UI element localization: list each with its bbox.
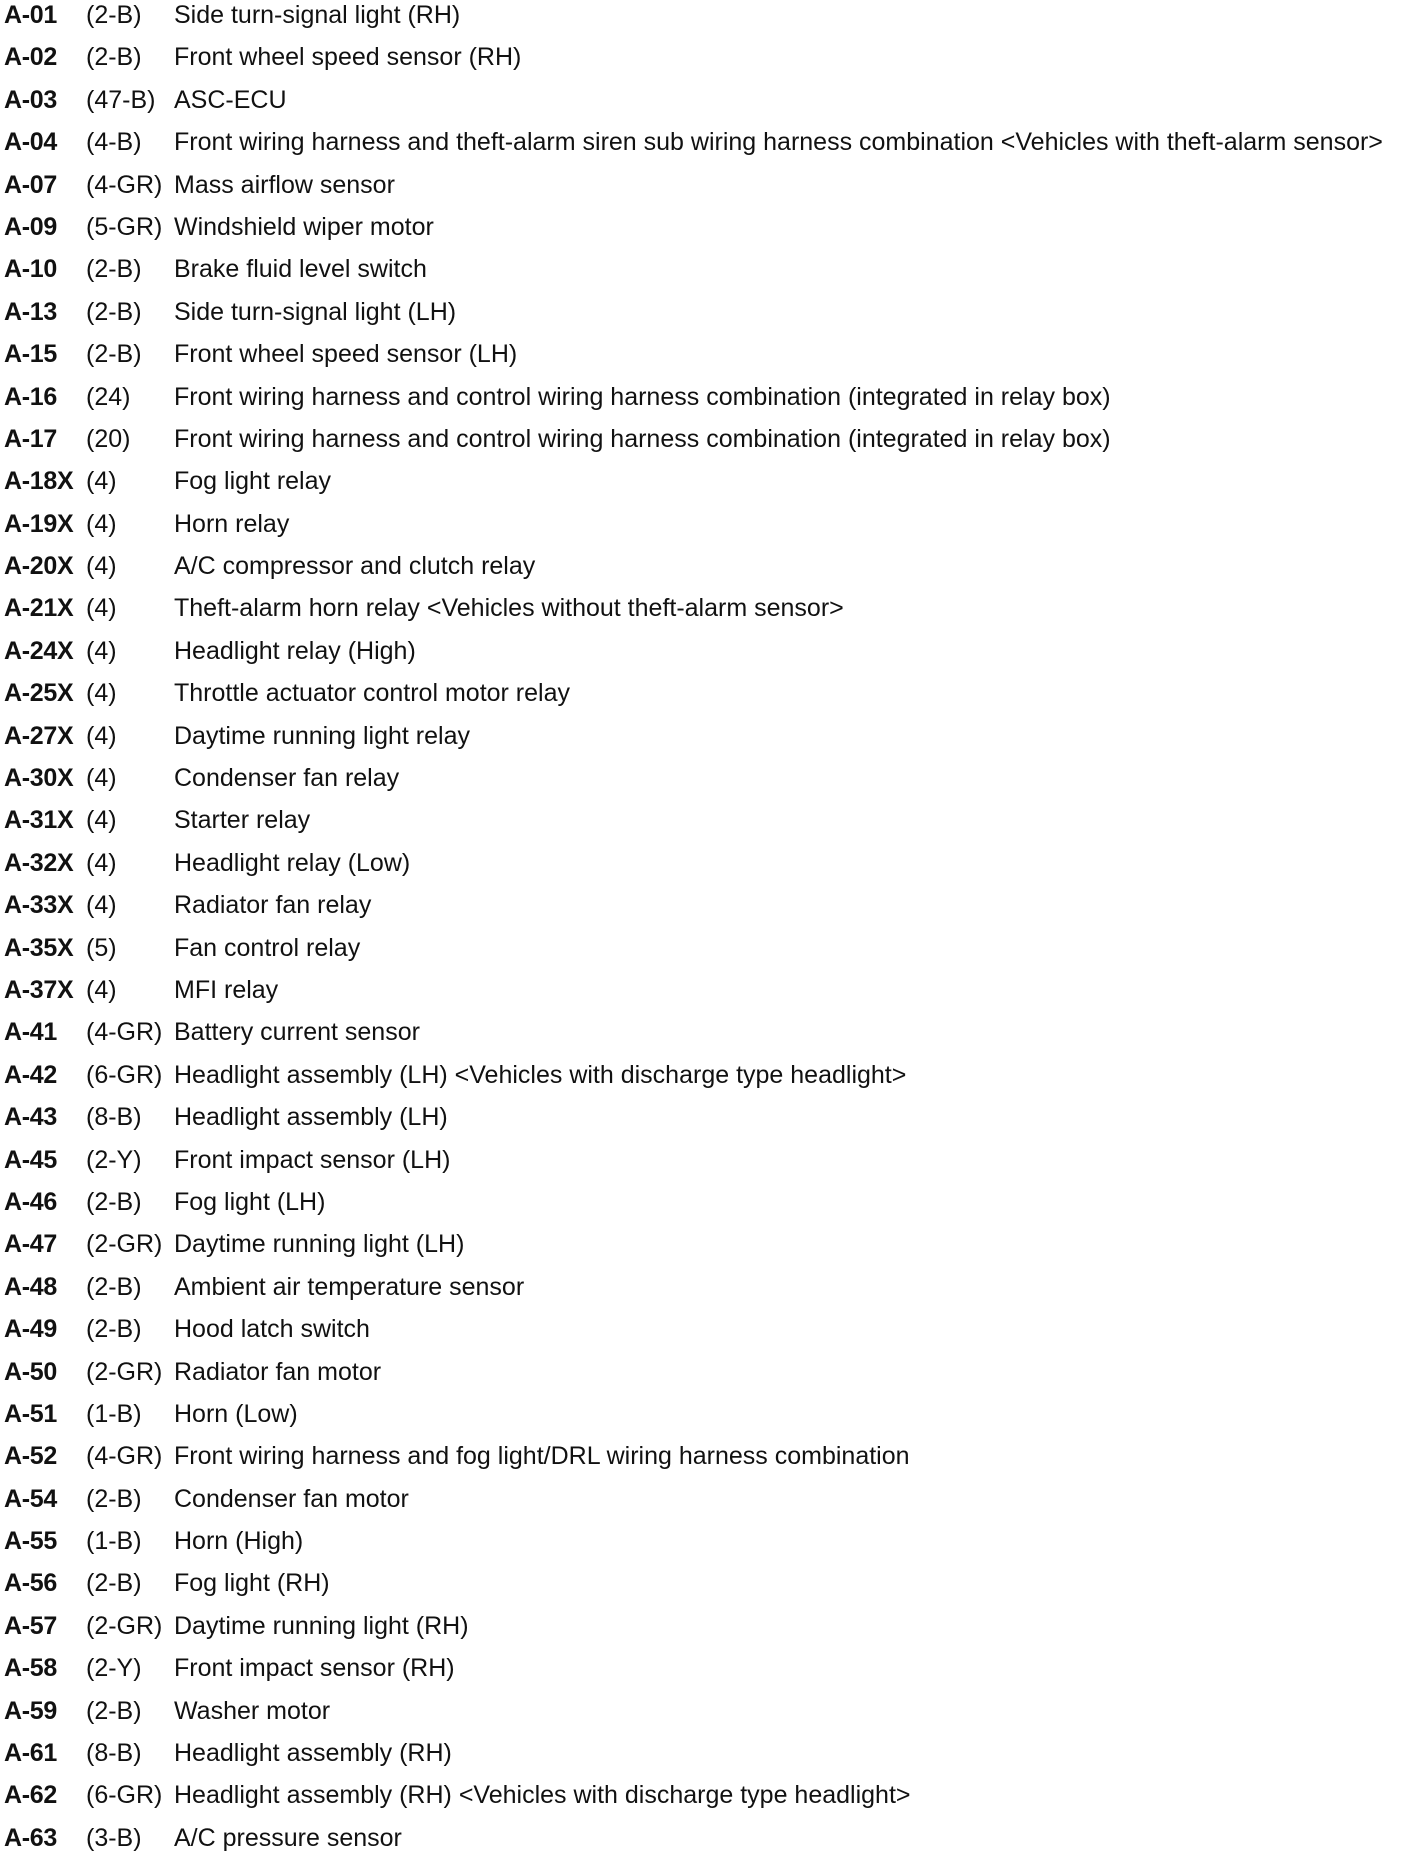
connector-description: Daytime running light (LH) — [174, 1230, 465, 1259]
connector-description: Battery current sensor — [174, 1018, 420, 1047]
connector-description: Side turn-signal light (LH) — [174, 297, 457, 326]
connector-code: A-45 — [4, 1145, 57, 1174]
connector-code: A-59 — [4, 1696, 57, 1725]
connector-description: A/C compressor and clutch relay — [174, 552, 536, 581]
list-item — [4, 254, 1404, 296]
connector-spec: (4) — [86, 848, 117, 877]
connector-description: Fog light (LH) — [174, 1187, 326, 1216]
connector-code: A-63 — [4, 1823, 57, 1852]
list-item — [4, 933, 1404, 975]
list-item — [4, 763, 1404, 805]
connector-code: A-19X — [4, 509, 74, 538]
list-item — [4, 1357, 1404, 1399]
connector-description: Hood latch switch — [174, 1315, 370, 1344]
connector-description: Headlight relay (Low) — [174, 848, 411, 877]
connector-description: Radiator fan relay — [174, 891, 372, 920]
connector-description: Front wiring harness and theft-alarm siren sub wiring harness combination <Vehicles with theft-alarm sensor> — [174, 128, 1383, 157]
list-item — [4, 890, 1404, 932]
connector-description: Ambient air temperature sensor — [174, 1272, 525, 1301]
connector-code: A-17 — [4, 424, 57, 453]
connector-spec: (2-GR) — [86, 1611, 163, 1640]
connector-code: A-32X — [4, 848, 74, 877]
list-item — [4, 1399, 1404, 1441]
connector-spec: (6-GR) — [86, 1060, 163, 1089]
connector-spec: (20) — [86, 424, 131, 453]
list-item — [4, 466, 1404, 508]
connector-spec: (2-B) — [86, 1, 142, 29]
connector-list — [4, 0, 1404, 1865]
connector-code: A-02 — [4, 43, 57, 72]
connector-spec: (2-B) — [86, 297, 142, 326]
connector-code: A-27X — [4, 721, 74, 750]
connector-spec: (2-B) — [86, 1569, 142, 1598]
connector-description: Front wheel speed sensor (LH) — [174, 340, 518, 369]
connector-spec: (8-B) — [86, 1103, 142, 1132]
connector-description: Headlight assembly (RH) — [174, 1739, 452, 1768]
list-item — [4, 85, 1404, 127]
connector-code: A-35X — [4, 933, 74, 962]
list-item — [4, 127, 1404, 169]
connector-spec: (4) — [86, 467, 117, 496]
connector-spec: (4-GR) — [86, 1442, 163, 1471]
connector-code: A-09 — [4, 212, 57, 241]
list-item — [4, 1611, 1404, 1653]
connector-description: A/C pressure sensor — [174, 1823, 402, 1852]
connector-code: A-47 — [4, 1230, 57, 1259]
connector-description: Front impact sensor (RH) — [174, 1654, 455, 1683]
list-item — [4, 339, 1404, 381]
connector-code: A-61 — [4, 1739, 57, 1768]
connector-spec: (6-GR) — [86, 1781, 163, 1810]
connector-spec: (2-B) — [86, 1696, 142, 1725]
connector-spec: (2-Y) — [86, 1145, 142, 1174]
list-item — [4, 805, 1404, 847]
connector-code: A-25X — [4, 679, 74, 708]
connector-code: A-37X — [4, 975, 74, 1004]
connector-description: Mass airflow sensor — [174, 170, 395, 199]
list-item — [4, 975, 1404, 1017]
list-item — [4, 551, 1404, 593]
connector-spec: (4) — [86, 552, 117, 581]
connector-spec: (4) — [86, 594, 117, 623]
connector-spec: (2-B) — [86, 255, 142, 284]
connector-description: Fog light (RH) — [174, 1569, 330, 1598]
connector-description: Brake fluid level switch — [174, 255, 427, 284]
connector-spec: (4) — [86, 975, 117, 1004]
connector-spec: (2-B) — [86, 1187, 142, 1216]
connector-spec: (4) — [86, 806, 117, 835]
connector-description: Headlight relay (High) — [174, 636, 416, 665]
connector-description: Condenser fan relay — [174, 764, 400, 793]
list-item — [4, 678, 1404, 720]
list-item — [4, 636, 1404, 678]
connector-description: Front wiring harness and fog light/DRL wiring harness combination — [174, 1442, 910, 1471]
connector-code: A-58 — [4, 1654, 57, 1683]
connector-code: A-21X — [4, 594, 74, 623]
connector-description: Headlight assembly (LH) <Vehicles with discharge type headlight> — [174, 1060, 907, 1089]
connector-code: A-56 — [4, 1569, 57, 1598]
connector-description: Headlight assembly (RH) <Vehicles with discharge type headlight> — [174, 1781, 911, 1810]
list-item — [4, 0, 1404, 42]
connector-code: A-51 — [4, 1399, 57, 1428]
list-item — [4, 1526, 1404, 1568]
list-item — [4, 1229, 1404, 1271]
list-item — [4, 1484, 1404, 1526]
connector-spec: (1-B) — [86, 1399, 142, 1428]
connector-description: Front impact sensor (LH) — [174, 1145, 451, 1174]
connector-description: MFI relay — [174, 975, 279, 1004]
list-item — [4, 721, 1404, 763]
connector-code: A-16 — [4, 382, 57, 411]
list-item — [4, 509, 1404, 551]
connector-description: Side turn-signal light (RH) — [174, 1, 461, 29]
connector-code: A-20X — [4, 552, 74, 581]
connector-code: A-46 — [4, 1187, 57, 1216]
connector-spec: (2-B) — [86, 1272, 142, 1301]
connector-spec: (2-B) — [86, 1484, 142, 1513]
connector-spec: (4) — [86, 891, 117, 920]
connector-spec: (2-GR) — [86, 1357, 163, 1386]
connector-code: A-33X — [4, 891, 74, 920]
list-item — [4, 1145, 1404, 1187]
connector-code: A-52 — [4, 1442, 57, 1471]
connector-code: A-48 — [4, 1272, 57, 1301]
connector-spec: (4-GR) — [86, 170, 163, 199]
connector-spec: (3-B) — [86, 1823, 142, 1852]
list-item — [4, 382, 1404, 424]
connector-spec: (5) — [86, 933, 117, 962]
list-item — [4, 1823, 1404, 1865]
list-item — [4, 170, 1404, 212]
connector-code: A-03 — [4, 85, 57, 114]
connector-code: A-01 — [4, 1, 57, 29]
connector-description: Front wiring harness and control wiring harness combination (integrated in relay box) — [174, 382, 1111, 411]
list-item — [4, 1653, 1404, 1695]
list-item — [4, 593, 1404, 635]
list-item — [4, 297, 1404, 339]
connector-description: Horn (High) — [174, 1527, 304, 1556]
connector-spec: (47-B) — [86, 85, 156, 114]
connector-code: A-04 — [4, 128, 57, 157]
connector-code: A-31X — [4, 806, 74, 835]
connector-spec: (24) — [86, 382, 131, 411]
connector-spec: (2-GR) — [86, 1230, 163, 1259]
connector-code: A-10 — [4, 255, 57, 284]
connector-code: A-24X — [4, 636, 74, 665]
connector-code: A-07 — [4, 170, 57, 199]
connector-spec: (4) — [86, 679, 117, 708]
connector-spec: (4) — [86, 721, 117, 750]
list-item — [4, 1187, 1404, 1229]
connector-spec: (2-Y) — [86, 1654, 142, 1683]
connector-spec: (4-GR) — [86, 1018, 163, 1047]
connector-spec: (8-B) — [86, 1739, 142, 1768]
connector-code: A-54 — [4, 1484, 57, 1513]
connector-code: A-13 — [4, 297, 57, 326]
connector-code: A-49 — [4, 1315, 57, 1344]
connector-description: Starter relay — [174, 806, 311, 835]
connector-description: Fog light relay — [174, 467, 332, 496]
list-item — [4, 1780, 1404, 1822]
connector-description: Daytime running light (RH) — [174, 1611, 469, 1640]
connector-description: Condenser fan motor — [174, 1484, 409, 1513]
connector-spec: (2-B) — [86, 43, 142, 72]
connector-spec: (4) — [86, 636, 117, 665]
connector-code: A-42 — [4, 1060, 57, 1089]
connector-code: A-41 — [4, 1018, 57, 1047]
connector-code: A-30X — [4, 764, 74, 793]
connector-code: A-55 — [4, 1527, 57, 1556]
connector-code: A-43 — [4, 1103, 57, 1132]
connector-description: Theft-alarm horn relay <Vehicles without theft-alarm sensor> — [174, 594, 844, 623]
connector-description: ASC-ECU — [174, 85, 287, 114]
connector-description: Horn (Low) — [174, 1399, 298, 1428]
list-item — [4, 1272, 1404, 1314]
connector-spec: (5-GR) — [86, 212, 163, 241]
list-item — [4, 1017, 1404, 1059]
list-item — [4, 424, 1404, 466]
connector-description: Horn relay — [174, 509, 290, 538]
connector-spec: (4-B) — [86, 128, 142, 157]
connector-code: A-15 — [4, 340, 57, 369]
list-item — [4, 1314, 1404, 1356]
connector-description: Front wiring harness and control wiring harness combination (integrated in relay box) — [174, 424, 1111, 453]
connector-spec: (2-B) — [86, 340, 142, 369]
connector-description: Headlight assembly (LH) — [174, 1103, 448, 1132]
list-item — [4, 1441, 1404, 1483]
connector-description: Daytime running light relay — [174, 721, 470, 750]
list-item — [4, 212, 1404, 254]
connector-spec: (4) — [86, 509, 117, 538]
list-item — [4, 848, 1404, 890]
connector-code: A-62 — [4, 1781, 57, 1810]
list-item — [4, 1102, 1404, 1144]
list-item — [4, 1738, 1404, 1780]
connector-code: A-57 — [4, 1611, 57, 1640]
connector-description: Windshield wiper motor — [174, 212, 434, 241]
connector-description: Radiator fan motor — [174, 1357, 382, 1386]
list-item — [4, 1568, 1404, 1610]
connector-code: A-18X — [4, 467, 74, 496]
connector-code: A-50 — [4, 1357, 57, 1386]
list-item — [4, 1696, 1404, 1738]
connector-spec: (1-B) — [86, 1527, 142, 1556]
list-item — [4, 42, 1404, 84]
connector-spec: (2-B) — [86, 1315, 142, 1344]
connector-description: Fan control relay — [174, 933, 361, 962]
connector-description: Front wheel speed sensor (RH) — [174, 43, 522, 72]
connector-description: Throttle actuator control motor relay — [174, 679, 570, 708]
connector-spec: (4) — [86, 764, 117, 793]
list-item — [4, 1060, 1404, 1102]
connector-description: Washer motor — [174, 1696, 331, 1725]
